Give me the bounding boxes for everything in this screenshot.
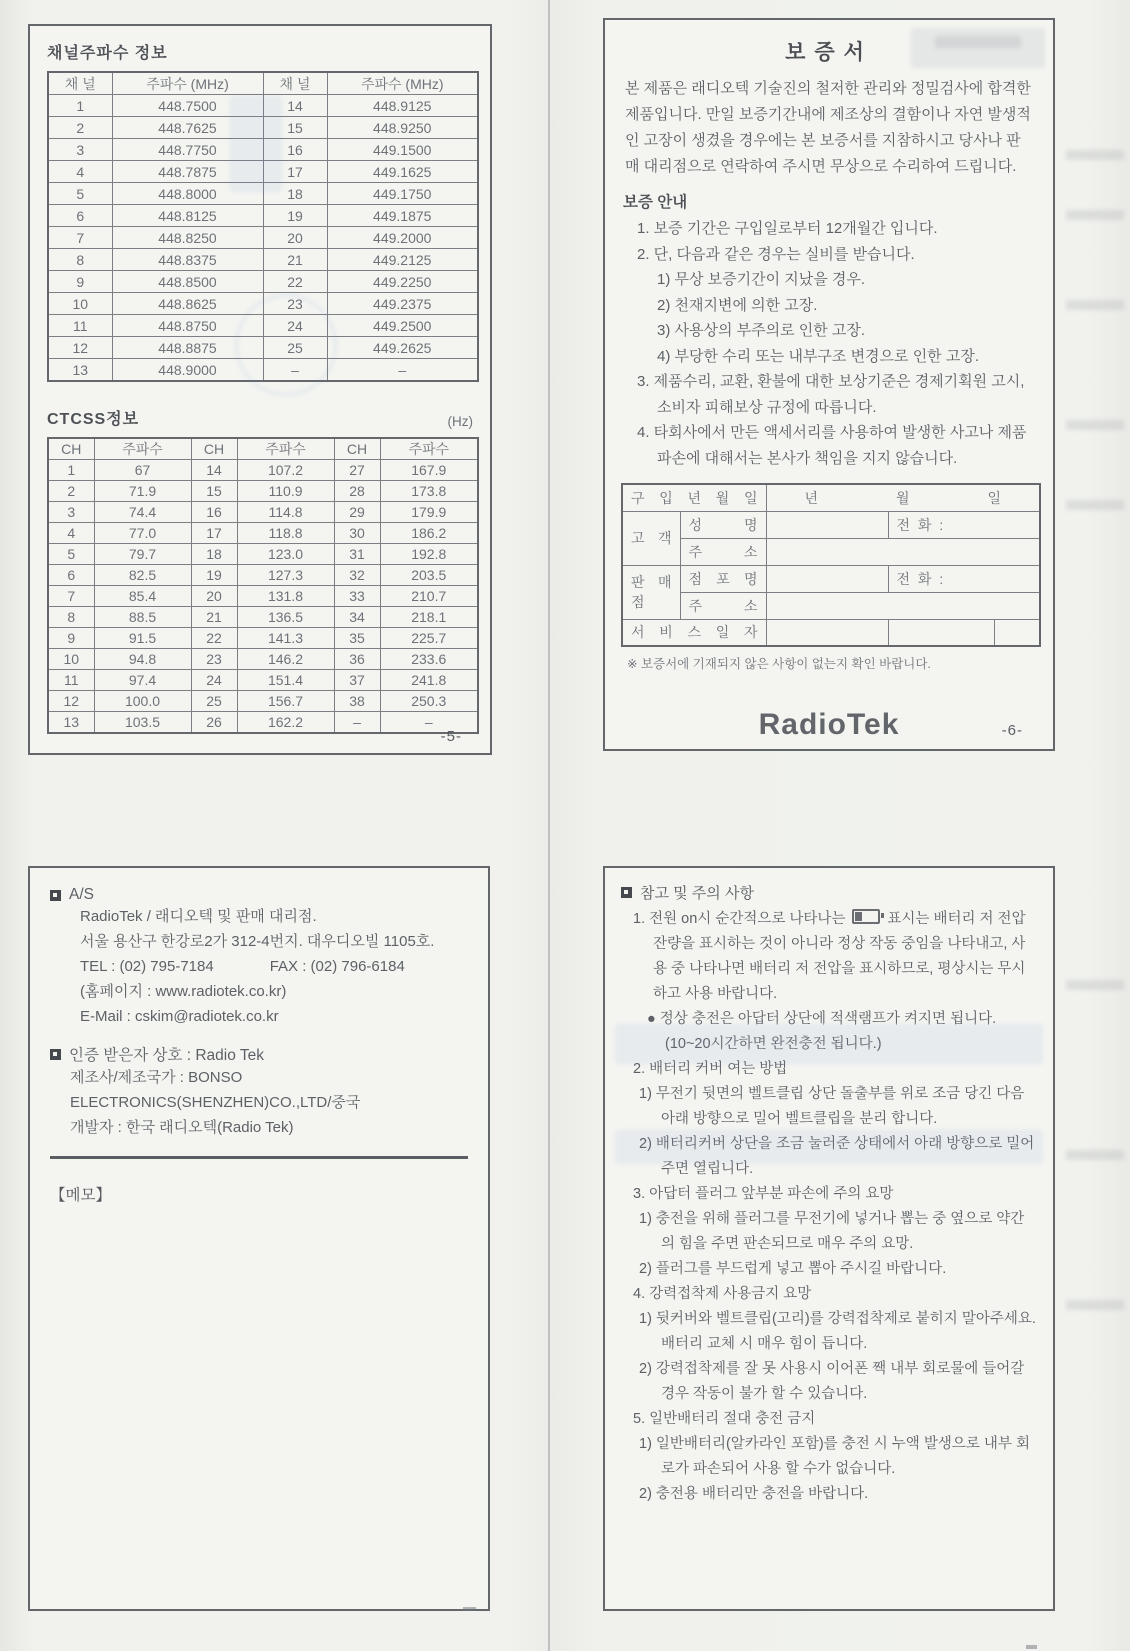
bleed-through-ghost — [1066, 980, 1124, 990]
channel-cell: 17 — [191, 523, 237, 544]
bleed-through-ghost — [1066, 420, 1124, 430]
frequency-cell: 448.7625 — [112, 117, 263, 139]
table-row — [48, 161, 478, 183]
channel-cell: 4 — [48, 523, 94, 544]
email-line: E-Mail : cskim@radiotek.co.kr — [80, 1008, 279, 1025]
frequency-cell: 186.2 — [380, 523, 478, 544]
frequency-cell: 210.7 — [380, 586, 478, 607]
table-header-row — [48, 72, 478, 95]
channel-cell: 4 — [48, 161, 112, 183]
notes-heading: 참고 및 주의 사항 — [640, 885, 754, 902]
page-number: -6- — [1001, 722, 1023, 739]
frequency-cell: 241.8 — [380, 670, 478, 691]
warranty-guide-item: 1. 보증 기간은 구입일로부터 12개월간 입니다. — [637, 220, 938, 237]
note-line: 2) 강력접착제를 잘 못 사용시 이어폰 짹 내부 회로물에 들어갈 경우 작동이 불가 할 수 있습니다. — [639, 1361, 1025, 1402]
frequency-cell: – — [327, 359, 478, 382]
frequency-cell: 448.8375 — [112, 249, 263, 271]
channel-cell: 23 — [191, 649, 237, 670]
frequency-cell: 71.9 — [94, 481, 191, 502]
service-date-field — [994, 619, 1040, 646]
warranty-guide-item: 3. 제품수리, 교환, 환불에 대한 보상기준은 경제기획원 고시, 소비자 피해보상 규정에 따릅니다. — [637, 373, 1025, 416]
table-row — [48, 205, 478, 227]
ctcss-table — [47, 437, 479, 734]
dealer-address-field — [766, 592, 1040, 619]
address-line: 서울 용산구 한강로2가 312-4번지. 대우디오빌 1105호. — [80, 933, 435, 950]
channel-cell: 28 — [334, 481, 380, 502]
warranty-guide-item: 4) 부당한 수리 또는 내부구조 변경으로 인한 고장. — [657, 347, 979, 365]
shop-name-label: 점 포 명 — [680, 565, 766, 592]
frequency-cell: 114.8 — [237, 502, 334, 523]
frequency-cell: 449.1500 — [327, 139, 478, 161]
address-label: 주 소 — [680, 538, 766, 565]
table-row — [48, 249, 478, 271]
note-line: (10~20시간하면 완전충전 됩니다.) — [665, 1036, 882, 1052]
channel-cell: 3 — [48, 139, 112, 161]
frequency-cell: 250.3 — [380, 691, 478, 712]
channel-cell: 3 — [48, 502, 94, 523]
channel-cell: 16 — [263, 139, 327, 161]
channel-cell: 12 — [48, 337, 112, 359]
shop-name-field — [766, 565, 888, 592]
square-bullet-icon — [50, 1049, 61, 1060]
table-row — [48, 117, 478, 139]
table-row — [48, 139, 478, 161]
frequency-cell: 225.7 — [380, 628, 478, 649]
frequency-cell: 94.8 — [94, 649, 191, 670]
table-row — [622, 538, 1040, 565]
channel-cell: 29 — [334, 502, 380, 523]
frequency-cell: 449.1875 — [327, 205, 478, 227]
frequency-cell: 448.8125 — [112, 205, 263, 227]
channel-cell: 25 — [191, 691, 237, 712]
channel-cell: 13 — [48, 712, 94, 734]
table-header-row — [48, 438, 478, 460]
table-row — [48, 460, 478, 481]
frequency-cell: 449.1625 — [327, 161, 478, 183]
table-row — [48, 481, 478, 502]
certification-heading: 인증 받은자 상호 : Radio Tek — [69, 1047, 264, 1064]
channel-cell: 37 — [334, 670, 380, 691]
note-line: 1) 무전기 뒷면의 벨트클립 상단 돌출부를 위로 조금 당긴 다음 아래 방향으로 밀어 벨트클립을 분리 합니다. — [639, 1086, 1025, 1127]
service-date-field — [888, 619, 994, 646]
channel-cell: 6 — [48, 565, 94, 586]
frequency-cell: 103.5 — [94, 712, 191, 734]
channel-cell: 33 — [334, 586, 380, 607]
radiotek-logo: RadioTek — [758, 708, 900, 741]
frequency-cell: 173.8 — [380, 481, 478, 502]
channel-cell: 1 — [48, 460, 94, 481]
frequency-cell: 107.2 — [237, 460, 334, 481]
table-row — [622, 484, 1040, 511]
battery-note-pre: 1. 전원 on시 순간적으로 나타나는 — [633, 911, 846, 927]
frequency-cell: – — [380, 712, 478, 734]
channel-cell: 15 — [263, 117, 327, 139]
warranty-guide-item: 3) 사용상의 부주의로 인한 고장. — [657, 322, 866, 339]
ctcss-unit-label: (Hz) — [447, 414, 473, 429]
warranty-guide-item: 4. 타회사에서 만든 액세서리를 사용하여 발생한 사고나 제품 파손에 대해서는 본사가 책임을 지지 않습니다. — [637, 424, 1027, 467]
channel-cell: 21 — [263, 249, 327, 271]
channel-cell: 23 — [263, 293, 327, 315]
table-row — [48, 691, 478, 712]
channel-cell: 36 — [334, 649, 380, 670]
table-row — [48, 544, 478, 565]
frequency-cell: 449.2500 — [327, 315, 478, 337]
table-row — [48, 607, 478, 628]
table-row — [48, 523, 478, 544]
channel-cell: 9 — [48, 628, 94, 649]
divider-rule — [50, 1156, 468, 1159]
column-header: CH — [48, 438, 94, 460]
channel-cell: 6 — [48, 205, 112, 227]
channel-cell: 19 — [191, 565, 237, 586]
note-line: 1) 충전을 위해 플러그를 무전기에 넣거나 뽑는 중 옆으로 약간의 힘을 주면 판손되므로 매우 주의 요망. — [639, 1211, 1025, 1252]
warranty-record-table — [621, 483, 1041, 647]
column-header: 주파수 — [94, 438, 191, 460]
homepage-line: (홈페이지 : www.radiotek.co.kr) — [80, 983, 287, 1000]
channel-cell: 20 — [263, 227, 327, 249]
purchase-date-field: 년 월 일 — [766, 484, 1040, 511]
warranty-guide-item: 1) 무상 보증기간이 지났을 경우. — [657, 271, 866, 288]
channel-cell: 12 — [48, 691, 94, 712]
note-line: 2) 플러그를 부드럽게 넣고 뽑아 주시길 바랍니다. — [639, 1261, 947, 1277]
bleed-through-ghost — [1066, 500, 1124, 510]
channel-cell: 7 — [48, 227, 112, 249]
frequency-cell: 67 — [94, 460, 191, 481]
channel-cell: 2 — [48, 481, 94, 502]
column-header: 주파수 (MHz) — [112, 72, 263, 95]
channel-cell: 26 — [191, 712, 237, 734]
channel-cell: 7 — [48, 586, 94, 607]
warranty-title: 보증서 — [785, 41, 873, 64]
frequency-cell: 136.5 — [237, 607, 334, 628]
channel-cell: 24 — [191, 670, 237, 691]
frequency-cell: 203.5 — [380, 565, 478, 586]
developer-line: 개발자 : 한국 래디오텍(Radio Tek) — [70, 1119, 294, 1136]
bleed-through-ghost — [1066, 150, 1124, 160]
page-6-panel — [603, 18, 1055, 751]
column-header: 주파수 — [237, 438, 334, 460]
frequency-cell: 85.4 — [94, 586, 191, 607]
channel-cell: 5 — [48, 183, 112, 205]
warranty-guide-list — [621, 216, 1037, 471]
note-line: ● 정상 충전은 아답터 상단에 적색램프가 켜지면 됩니다. — [647, 1011, 997, 1027]
channel-cell: 27 — [334, 460, 380, 481]
frequency-cell: 448.8625 — [112, 293, 263, 315]
frequency-cell: 110.9 — [237, 481, 334, 502]
channel-cell: 13 — [48, 359, 112, 382]
channel-cell: – — [263, 359, 327, 382]
square-bullet-icon — [50, 890, 61, 901]
channel-cell: 2 — [48, 117, 112, 139]
column-header: 채 널 — [263, 72, 327, 95]
channel-cell: 22 — [191, 628, 237, 649]
cut-page-number-mark — [463, 1607, 476, 1611]
table-row — [48, 628, 478, 649]
bleed-through-ghost — [1066, 210, 1124, 220]
page-8-panel — [603, 866, 1055, 1611]
column-header: CH — [191, 438, 237, 460]
table-row — [622, 565, 1040, 592]
frequency-cell: 449.2375 — [327, 293, 478, 315]
warranty-guide-item: 2) 천재지변에 의한 고장. — [657, 296, 818, 314]
as-heading: A/S — [69, 886, 94, 903]
table-row — [48, 315, 478, 337]
note-line: 5. 일반배터리 절대 충전 금지 — [633, 1411, 816, 1427]
table-row — [48, 271, 478, 293]
channel-cell: 10 — [48, 293, 112, 315]
battery-low-icon — [852, 909, 880, 924]
channel-cell: 14 — [263, 95, 327, 117]
warranty-footnote: ※ 보증서에 기재되지 않은 사항이 없는지 확인 바랍니다. — [627, 657, 931, 671]
frequency-cell: 448.7875 — [112, 161, 263, 183]
channel-cell: 34 — [334, 607, 380, 628]
channel-cell: 24 — [263, 315, 327, 337]
frequency-cell: 448.7500 — [112, 95, 263, 117]
channel-cell: 20 — [191, 586, 237, 607]
channel-cell: 38 — [334, 691, 380, 712]
frequency-cell: 74.4 — [94, 502, 191, 523]
channel-cell: 22 — [263, 271, 327, 293]
channel-cell: 18 — [263, 183, 327, 205]
channel-cell: 8 — [48, 607, 94, 628]
channel-cell: 31 — [334, 544, 380, 565]
frequency-cell: 448.8000 — [112, 183, 263, 205]
channel-cell: 10 — [48, 649, 94, 670]
note-line: 3. 아답터 플러그 앞부분 파손에 주의 요망 — [633, 1186, 894, 1202]
frequency-cell: 448.9250 — [327, 117, 478, 139]
frequency-cell: 449.2125 — [327, 249, 478, 271]
table-row — [48, 712, 478, 734]
frequency-cell: 77.0 — [94, 523, 191, 544]
tel-fax-line — [80, 954, 468, 979]
frequency-cell: 127.3 — [237, 565, 334, 586]
fax-value: FAX : (02) 796-6184 — [269, 958, 405, 975]
channel-cell: 17 — [263, 161, 327, 183]
table-row — [48, 502, 478, 523]
dealer-phone-field: 전 화 : — [888, 565, 1040, 592]
channel-frequency-table — [47, 71, 479, 382]
table-row — [622, 511, 1040, 538]
frequency-cell: 233.6 — [380, 649, 478, 670]
notes-list — [621, 1007, 1037, 1507]
channel-cell: 30 — [334, 523, 380, 544]
name-field — [766, 511, 888, 538]
column-header: 채 널 — [48, 72, 112, 95]
page-7-panel — [28, 866, 490, 1611]
table-row — [48, 183, 478, 205]
cut-page-number-mark — [1026, 1645, 1037, 1649]
column-header: 주파수 — [380, 438, 478, 460]
channel-cell: – — [334, 712, 380, 734]
dealer-label: 판 매 점 — [622, 565, 680, 619]
channel-cell: 32 — [334, 565, 380, 586]
frequency-cell: 448.8875 — [112, 337, 263, 359]
column-header: 주파수 (MHz) — [327, 72, 478, 95]
note-line: 1) 일반배터리(알카라인 포함)를 충전 시 누액 발생으로 내부 회로가 파손되어 사용 할 수가 없습니다. — [639, 1436, 1030, 1477]
company-line: RadioTek / 래디오텍 및 판매 대리점. — [80, 908, 317, 925]
table-row — [48, 586, 478, 607]
frequency-cell: 162.2 — [237, 712, 334, 734]
warranty-intro: 본 제품은 래디오텍 기술진의 철저한 관리와 정밀검사에 합격한 제품입니다. 만일 보증기간내에 제조상의 결함이나 자연 발생적인 고장이 생겼을 경우에는 본 보증서를 지참하시고 당사나 판매 대리점으로 연락하여 주시면 무상으로 수리하여 드립니다. — [625, 80, 1031, 175]
bleed-through-ghost — [1066, 300, 1124, 310]
frequency-cell: 141.3 — [237, 628, 334, 649]
note-line: 2) 배터리커버 상단을 조금 눌러준 상태에서 아래 방향으로 밀어주면 열립니다. — [639, 1136, 1035, 1177]
warranty-guide-heading: 보증 안내 — [623, 194, 688, 211]
channel-cell: 25 — [263, 337, 327, 359]
table-row — [48, 649, 478, 670]
table-row — [48, 359, 478, 382]
channel-cell: 19 — [263, 205, 327, 227]
frequency-cell: 449.2250 — [327, 271, 478, 293]
frequency-cell: 88.5 — [94, 607, 191, 628]
channel-cell: 15 — [191, 481, 237, 502]
tel-value: TEL : (02) 795-7184 — [80, 958, 214, 975]
channel-cell: 11 — [48, 670, 94, 691]
channel-cell: 35 — [334, 628, 380, 649]
frequency-cell: 91.5 — [94, 628, 191, 649]
channel-cell: 18 — [191, 544, 237, 565]
frequency-cell: 448.8750 — [112, 315, 263, 337]
frequency-cell: 192.8 — [380, 544, 478, 565]
page-5-panel — [28, 24, 492, 755]
channel-table-title: 채널주파수 정보 — [47, 45, 168, 62]
warranty-guide-item: 2. 단, 다음과 같은 경우는 실비를 받습니다. — [637, 245, 915, 263]
note-line: 1) 뒷커버와 벨트클립(고리)를 강력접착제로 붙히지 말아주세요. 배터리 교체 시 매우 힘이 듭니다. — [639, 1311, 1036, 1352]
frequency-cell: 146.2 — [237, 649, 334, 670]
channel-cell: 9 — [48, 271, 112, 293]
frequency-cell: 448.8500 — [112, 271, 263, 293]
channel-cell: 21 — [191, 607, 237, 628]
bleed-through-ghost — [1066, 1150, 1124, 1160]
channel-cell: 14 — [191, 460, 237, 481]
frequency-cell: 118.8 — [237, 523, 334, 544]
frequency-cell: 449.2000 — [327, 227, 478, 249]
bleed-through-ghost — [1066, 1300, 1124, 1310]
purchase-date-label: 구 입 년 월 일 — [622, 484, 766, 511]
channel-cell: 8 — [48, 249, 112, 271]
frequency-cell: 448.8250 — [112, 227, 263, 249]
note-line: 4. 강력접착제 사용금지 요망 — [633, 1286, 812, 1302]
service-date-field — [766, 619, 888, 646]
battery-note-paragraph — [633, 907, 1037, 1007]
memo-heading: 【메모】 — [50, 1187, 111, 1204]
frequency-cell: 448.9000 — [112, 359, 263, 382]
frequency-cell: 448.9125 — [327, 95, 478, 117]
channel-cell: 1 — [48, 95, 112, 117]
battery-note-post: 표시는 배터리 저 전압 잔량을 표시하는 것이 아니라 정상 작동 중임을 나타내고, 사용 중 나타나면 배터리 저 전압을 표시하므로, 평상시는 무시하고 사용 바랍니다. — [653, 911, 1026, 1002]
frequency-cell: 449.2625 — [327, 337, 478, 359]
customer-phone-field: 전 화 : — [888, 511, 1040, 538]
frequency-cell: 179.9 — [380, 502, 478, 523]
frequency-cell: 131.8 — [237, 586, 334, 607]
channel-cell: 11 — [48, 315, 112, 337]
frequency-cell: 156.7 — [237, 691, 334, 712]
note-line: 2. 배터리 커버 여는 방법 — [633, 1061, 788, 1077]
page-gutter-line — [548, 0, 550, 1651]
service-date-label: 서 비 스 일 자 — [622, 619, 766, 646]
page-number: -5- — [440, 728, 462, 745]
frequency-cell: 123.0 — [237, 544, 334, 565]
column-header: CH — [334, 438, 380, 460]
frequency-cell: 82.5 — [94, 565, 191, 586]
table-row — [48, 337, 478, 359]
name-label: 성 명 — [680, 511, 766, 538]
manufacturer-line: 제조사/제조국가 : BONSO ELECTRONICS(SHENZHEN)CO.,LTD/중국 — [70, 1069, 361, 1111]
note-line: 2) 충전용 배터리만 충전을 바랍니다. — [639, 1486, 869, 1502]
frequency-cell: 151.4 — [237, 670, 334, 691]
square-bullet-icon — [621, 887, 632, 898]
table-row — [48, 293, 478, 315]
frequency-cell: 448.7750 — [112, 139, 263, 161]
frequency-cell: 79.7 — [94, 544, 191, 565]
frequency-cell: 97.4 — [94, 670, 191, 691]
customer-label: 고 객 — [622, 511, 680, 565]
frequency-cell: 167.9 — [380, 460, 478, 481]
table-row — [48, 227, 478, 249]
table-row — [48, 565, 478, 586]
frequency-cell: 449.1750 — [327, 183, 478, 205]
customer-address-field — [766, 538, 1040, 565]
address-label: 주 소 — [680, 592, 766, 619]
channel-cell: 16 — [191, 502, 237, 523]
frequency-cell: 100.0 — [94, 691, 191, 712]
table-row — [48, 95, 478, 117]
channel-cell: 5 — [48, 544, 94, 565]
table-row — [622, 592, 1040, 619]
table-row — [622, 619, 1040, 646]
ctcss-table-title: CTCSS정보 — [47, 411, 140, 428]
table-row — [48, 670, 478, 691]
frequency-cell: 218.1 — [380, 607, 478, 628]
